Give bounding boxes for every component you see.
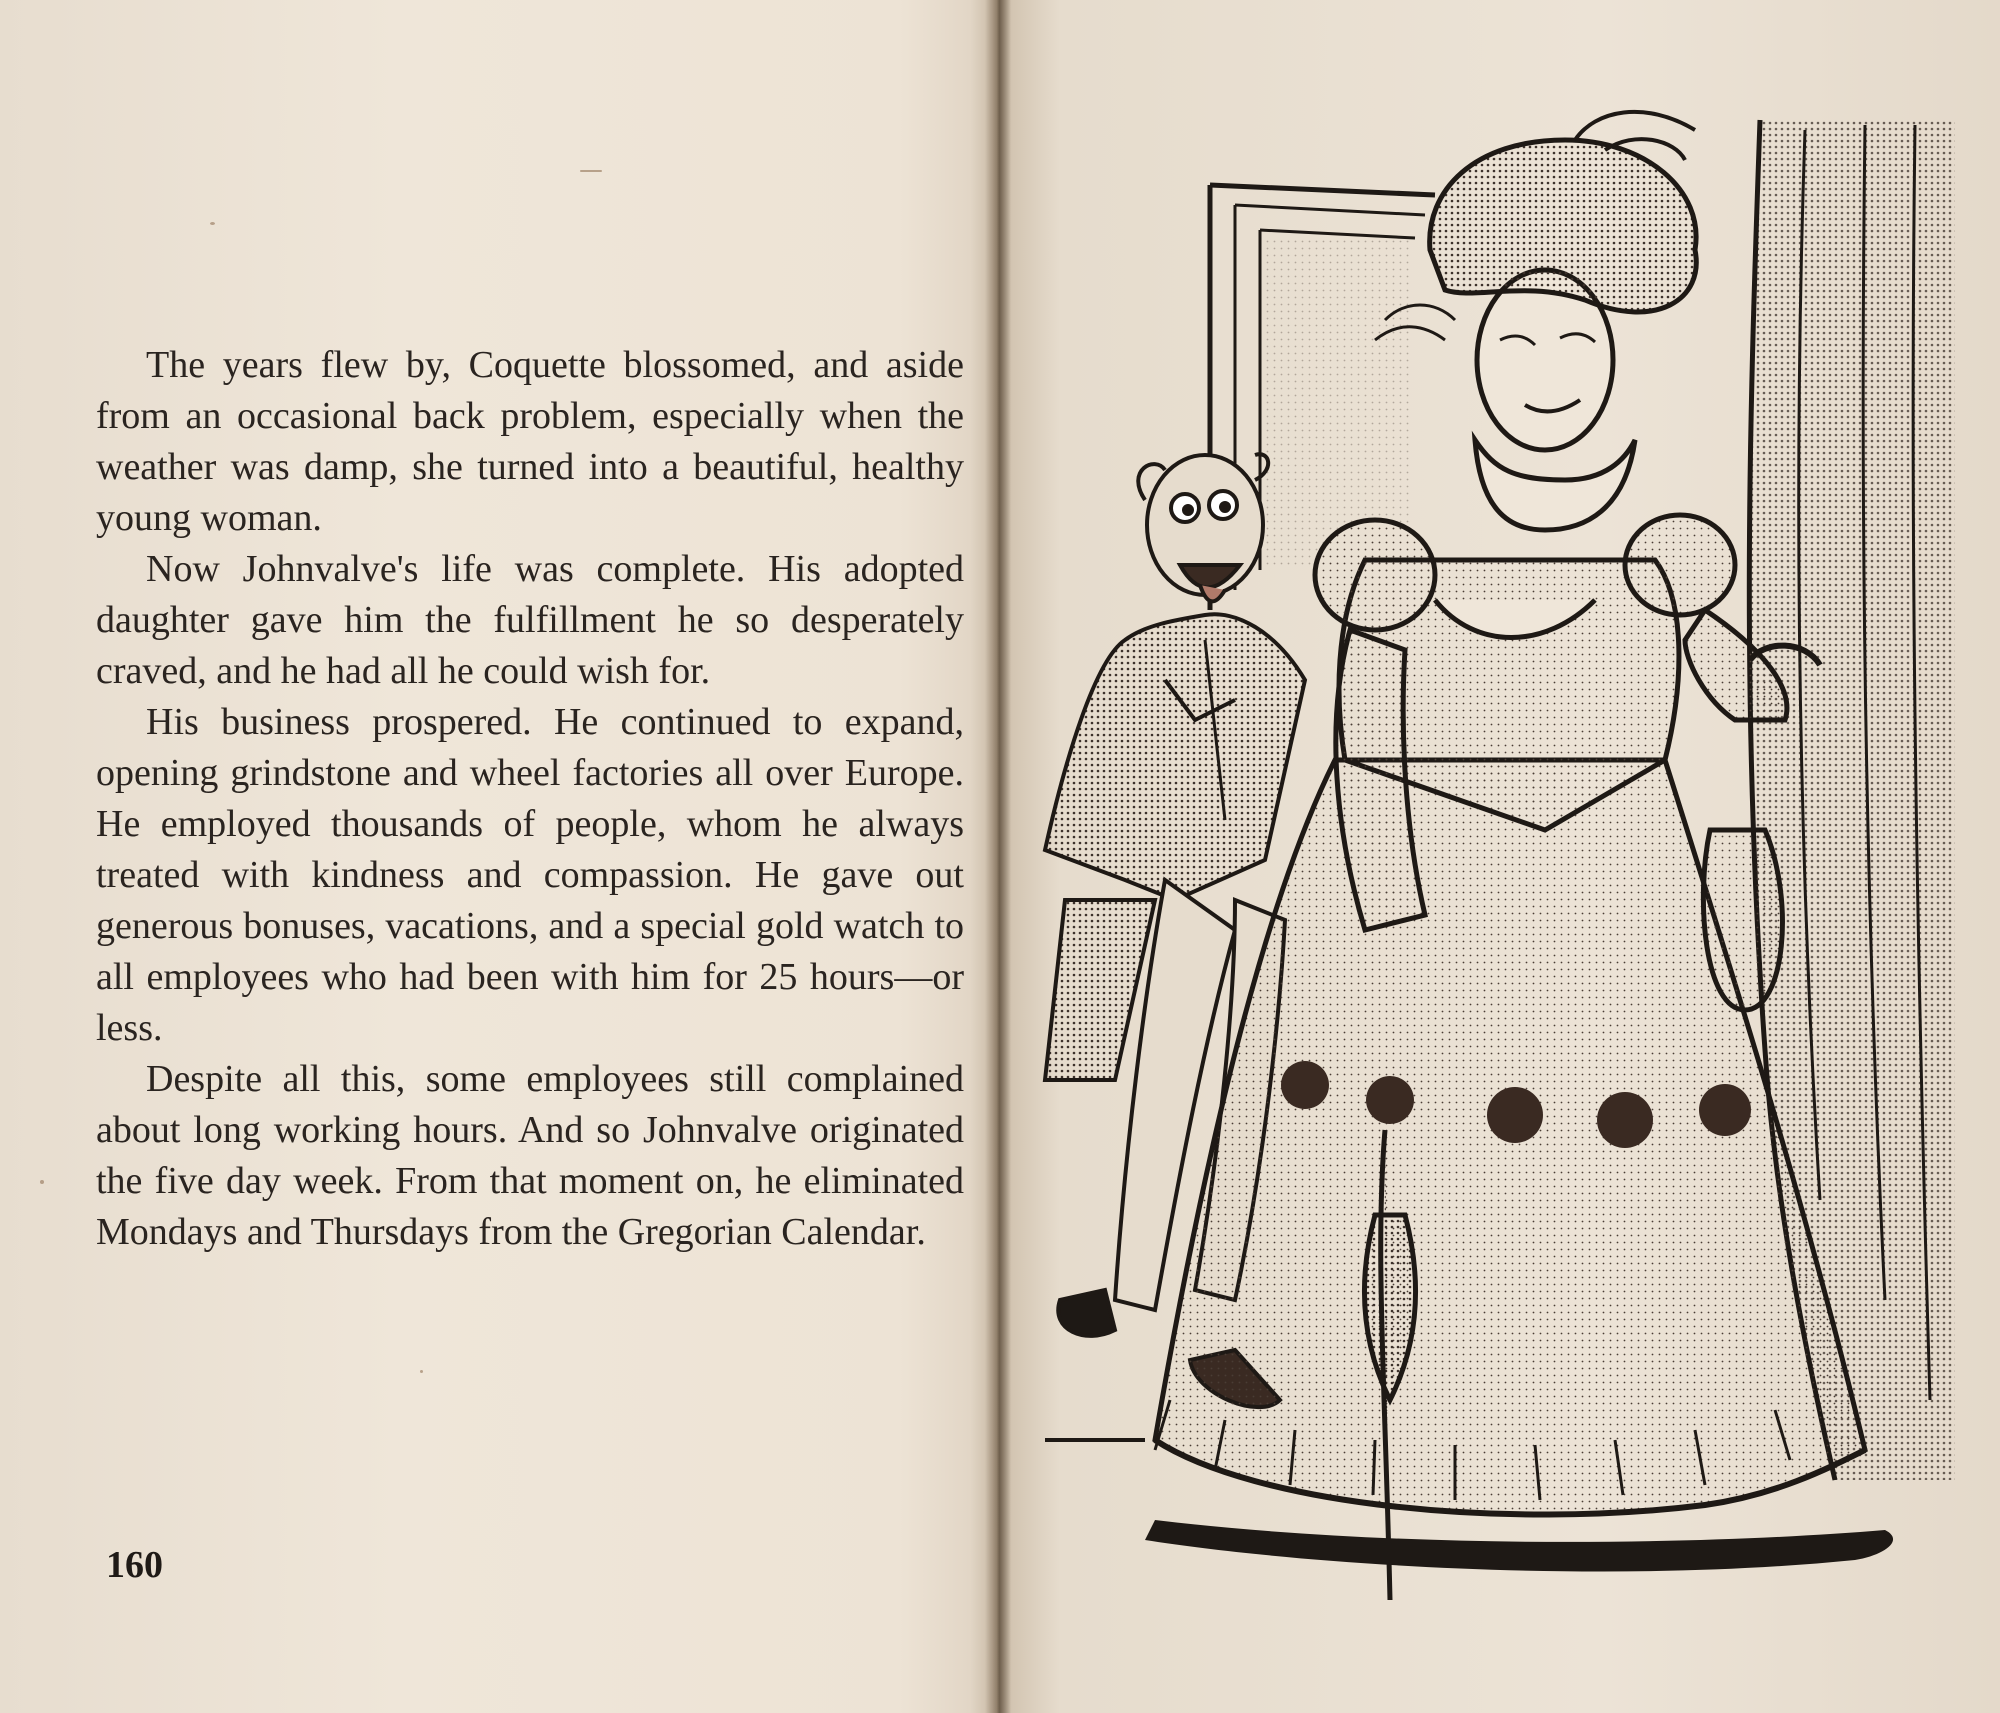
body-text	[96, 340, 964, 1258]
paper-speck	[580, 170, 602, 172]
page-number: 160	[106, 1544, 163, 1586]
paragraph-4: Despite all this, some employees still complained about long working hours. And so Johnvalve originated the five day week. From that moment on, he eliminated Mondays and Thursdays from the Gregorian Calendar.	[96, 1058, 964, 1253]
paper-speck	[210, 222, 215, 225]
paper-speck	[40, 1180, 44, 1184]
paragraph-3: His business prospered. He continued to expand, opening grindstone and wheel factories all over Europe. He employed thousands of people, whom he always treated with kindness and compassion. He gave out generous bonuses, vacations, and a special gold watch to all employees who had been with him for 25 hours—or less.	[96, 701, 964, 1049]
paragraph-2: Now Johnvalve's life was complete. His adopted daughter gave him the fulfillment he so desperately craved, and he had all he could wish for.	[96, 548, 964, 692]
left-page	[0, 0, 990, 1713]
paper-speck	[420, 1370, 423, 1373]
floor-shadow	[1145, 1520, 1893, 1571]
paragraph-1: The years flew by, Coquette blossomed, and aside from an occasional back problem, especially when the weather was damp, she turned into a beautiful, healthy young woman.	[96, 344, 964, 539]
cartoon-illustration	[1005, 0, 2000, 1713]
right-page	[1005, 0, 2000, 1713]
